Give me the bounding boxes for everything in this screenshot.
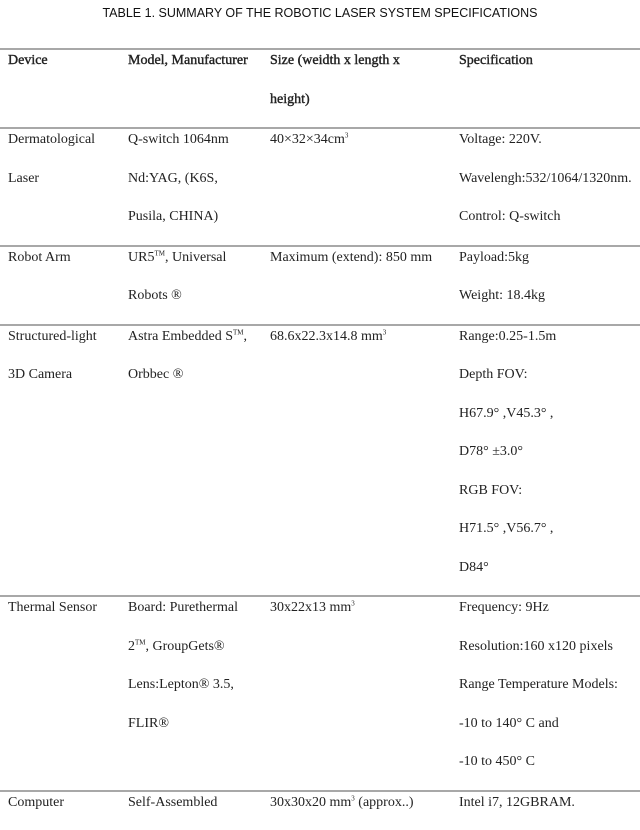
cell-line: Orbbec ® [128,356,270,395]
cell-line: Robot Arm [8,239,128,278]
cell-model-manufacturer [128,791,270,830]
cell-line: Astra Embedded S™, [128,318,270,357]
header-device [0,49,128,128]
cell-device [0,246,128,325]
cell-size [270,128,459,246]
table-row [0,791,640,830]
cell-line: Range:0.25-1.5m [459,318,640,357]
cell-line: Control: Q-switch [459,198,640,237]
cell-specification [459,128,640,246]
cell-line: 30x22x13 $mm^3$ [270,589,459,628]
cell-specification [459,246,640,325]
cell-model-manufacturer [128,596,270,791]
cell-line: -10 to 450° C [459,743,640,782]
table-row [0,128,640,246]
cell-line: Self-Assembled [128,784,270,823]
cell-line: Laser [8,160,128,199]
cell-line: H67.9° ,V45.3° , [459,395,640,434]
cell-line: FLIR® [128,705,270,744]
cell-line: Specification [459,42,640,81]
cell-line: Voltage: 220V. [459,121,640,160]
cell-line: Model, Manufacturer [128,42,270,81]
cell-line: height) [270,81,459,120]
cell-line: UR5™, Universal [128,239,270,278]
cell-line: Robots ® [128,277,270,316]
cell-line: Q-switch 1064nm [128,121,270,160]
cell-line: D84° [459,549,640,588]
cell-line: -10 to 140° C and [459,705,640,744]
cell-line: Size (weidth x length x [270,42,459,81]
cell-line: $40\times 32\times 34cm^3$ [270,121,459,160]
cell-specification [459,791,640,830]
cell-line: Device [8,42,128,81]
cell-size [270,325,459,597]
cell-line: Depth FOV: [459,356,640,395]
header-specification [459,49,640,128]
cell-size [270,791,459,830]
cell-device [0,128,128,246]
cell-model-manufacturer [128,246,270,325]
cell-line: Computer [8,784,128,823]
cell-line: Lens:Lepton® 3.5, [128,666,270,705]
header-row [0,49,640,128]
cell-specification [459,325,640,597]
cell-line: RGB FOV: [459,472,640,511]
cell-line: Thermal Sensor [8,589,128,628]
header-model-manufacturer [128,49,270,128]
table-row [0,325,640,597]
table-row [0,596,640,791]
cell-model-manufacturer [128,128,270,246]
cell-device [0,325,128,597]
cell-line: Wavelengh:532/1064/1320nm. [459,160,640,199]
cell-device [0,791,128,830]
cell-specification [459,596,640,791]
cell-size [270,596,459,791]
cell-model-manufacturer [128,325,270,597]
cell-line: 68.6x22.3x14.8 $mm^3$ [270,318,459,357]
cell-line: Range Temperature Models: [459,666,640,705]
cell-line: Maximum (extend): 850 mm [270,239,459,278]
cell-line: 2™, GroupGets® [128,628,270,667]
specifications-table [0,48,640,830]
cell-line: D78° ±3.0° [459,433,640,472]
cell-line: Dermatological [8,121,128,160]
table-title: TABLE 1. SUMMARY OF THE ROBOTIC LASER SYSTEM SPECIFICATIONS [0,0,640,28]
cell-line: Intel i7, 12GBRAM. [459,784,640,823]
cell-line: Weight: 18.4kg [459,277,640,316]
table-row [0,246,640,325]
cell-line: Board: Purethermal [128,589,270,628]
cell-size [270,246,459,325]
cell-line: Frequency: 9Hz [459,589,640,628]
cell-line: 3D Camera [8,356,128,395]
cell-line: Payload:5kg [459,239,640,278]
cell-line: Pusila, CHINA) [128,198,270,237]
header-size [270,49,459,128]
cell-device [0,596,128,791]
cell-line: Structured-light [8,318,128,357]
cell-line: Resolution:160 x120 pixels [459,628,640,667]
cell-line: Nd:YAG, (K6S, [128,160,270,199]
cell-line: H71.5° ,V56.7° , [459,510,640,549]
cell-line: 30x30x20 $mm^3$ (approx..) [270,784,459,823]
